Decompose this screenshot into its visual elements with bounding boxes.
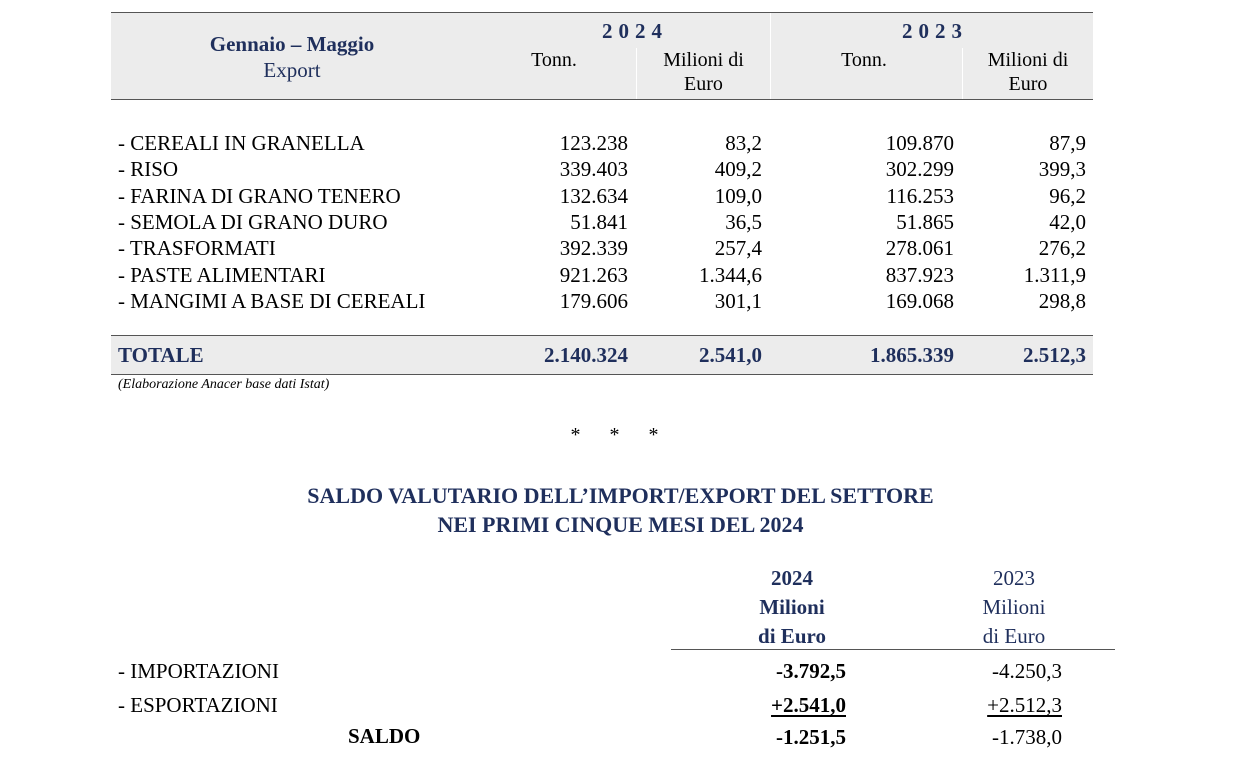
balance-value-2024: +2.541,0: [771, 693, 846, 717]
row-label: - RISO: [118, 157, 179, 181]
total-eur-2023: 2.512,3: [1023, 343, 1086, 367]
balance-year-2023: 2023: [993, 566, 1035, 590]
row-label: - SEMOLA DI GRANO DURO: [118, 210, 388, 234]
column-separator: [770, 13, 771, 100]
eur-2024-cell: 1.344,6: [699, 263, 762, 287]
tonn-2023-cell: 837.923: [885, 263, 954, 287]
tonn-2024-cell: 179.606: [559, 289, 628, 313]
eur-2024-cell: 36,5: [725, 210, 762, 234]
header-bottom-rule: [111, 99, 1093, 100]
balance-title-line2: NEI PRIMI CINQUE MESI DEL 2024: [437, 512, 804, 537]
balance-row-label: - IMPORTAZIONI: [118, 659, 279, 683]
source-note: (Elaborazione Anacer base dati Istat): [118, 377, 330, 392]
eur-2023-cell: 96,2: [1049, 184, 1086, 208]
milioni-header-line2: Euro: [1008, 73, 1048, 95]
milioni-header-2024: [637, 48, 770, 96]
balance-value-2024: -3.792,5: [776, 659, 846, 683]
tonn-2024-cell: 392.339: [559, 236, 628, 260]
row-label: - FARINA DI GRANO TENERO: [118, 184, 401, 208]
tonn-2023-cell: 169.068: [885, 289, 954, 313]
export-period-label: Gennaio – Maggio: [209, 32, 375, 56]
balance-header-rule: [671, 649, 1115, 650]
balance-value-2023: +2.512,3: [987, 693, 1062, 717]
balance-row-label: - ESPORTAZIONI: [118, 693, 278, 717]
export-subject-label: Export: [263, 58, 321, 82]
eur-2024-cell: 83,2: [725, 131, 762, 155]
tonn-2024-cell: 132.634: [559, 184, 628, 208]
balance-unit-line1: Milioni: [982, 595, 1046, 619]
milioni-header-line2: Euro: [684, 73, 723, 95]
tonn-2024-cell: 921.263: [559, 263, 628, 287]
eur-2023-cell: 399,3: [1038, 157, 1086, 181]
eur-2024-cell: 109,0: [714, 184, 762, 208]
eur-2023-cell: 1.311,9: [1023, 263, 1086, 287]
balance-unit-line2: di Euro: [758, 624, 826, 648]
eur-2024-cell: 301,1: [714, 289, 762, 313]
tonn-2023-cell: 116.253: [886, 184, 954, 208]
tonn-2024-cell: 51.841: [570, 210, 628, 234]
total-bottom-rule: [111, 374, 1093, 375]
tonn-2024-cell: 123.238: [559, 131, 628, 155]
eur-2024-cell: 257,4: [714, 236, 762, 260]
year-2023-header: 2023: [902, 19, 968, 43]
balance-value-2023: -4.250,3: [992, 659, 1062, 683]
tonn-2023-cell: 278.061: [885, 236, 954, 260]
section-separator: * * *: [570, 424, 671, 446]
row-label: - PASTE ALIMENTARI: [118, 263, 326, 287]
eur-2023-cell: 298,8: [1038, 289, 1086, 313]
total-tonn-2024: 2.140.324: [544, 343, 628, 367]
year-2024-header: 2024: [602, 19, 668, 43]
balance-year-2024: 2024: [771, 566, 813, 590]
eur-2023-cell: 87,9: [1049, 131, 1086, 155]
row-label: - TRASFORMATI: [118, 236, 276, 260]
saldo-value-2023: -1.738,0: [992, 725, 1062, 749]
balance-header-2024: [712, 564, 872, 651]
balance-title-line1: SALDO VALUTARIO DELL’IMPORT/EXPORT DEL SETTORE: [307, 483, 934, 508]
tonn-header-2024: Tonn.: [531, 49, 577, 71]
saldo-value-2024: -1.251,5: [776, 725, 846, 749]
total-tonn-2023: 1.865.339: [870, 343, 954, 367]
balance-header-2023: [934, 564, 1094, 651]
balance-unit-line1: Milioni: [759, 595, 825, 619]
tonn-2024-cell: 339.403: [559, 157, 628, 181]
eur-2023-cell: 276,2: [1038, 236, 1086, 260]
milioni-header-line1: Milioni di: [663, 49, 744, 71]
total-top-rule: [111, 335, 1093, 336]
row-label: - MANGIMI A BASE DI CEREALI: [118, 289, 426, 313]
tonn-header-2023: Tonn.: [841, 49, 887, 71]
balance-unit-line2: di Euro: [982, 624, 1046, 648]
total-label: TOTALE: [118, 343, 204, 367]
tonn-2023-cell: 51.865: [896, 210, 954, 234]
table-top-rule: [111, 12, 1093, 13]
saldo-label: SALDO: [348, 724, 421, 748]
row-label: - CEREALI IN GRANELLA: [118, 131, 365, 155]
eur-2024-cell: 409,2: [714, 157, 762, 181]
total-eur-2024: 2.541,0: [699, 343, 762, 367]
tonn-2023-cell: 302.299: [885, 157, 954, 181]
eur-2023-cell: 42,0: [1049, 210, 1086, 234]
milioni-header-line1: Milioni di: [987, 49, 1069, 71]
milioni-header-2023: [963, 48, 1093, 96]
tonn-2023-cell: 109.870: [885, 131, 954, 155]
